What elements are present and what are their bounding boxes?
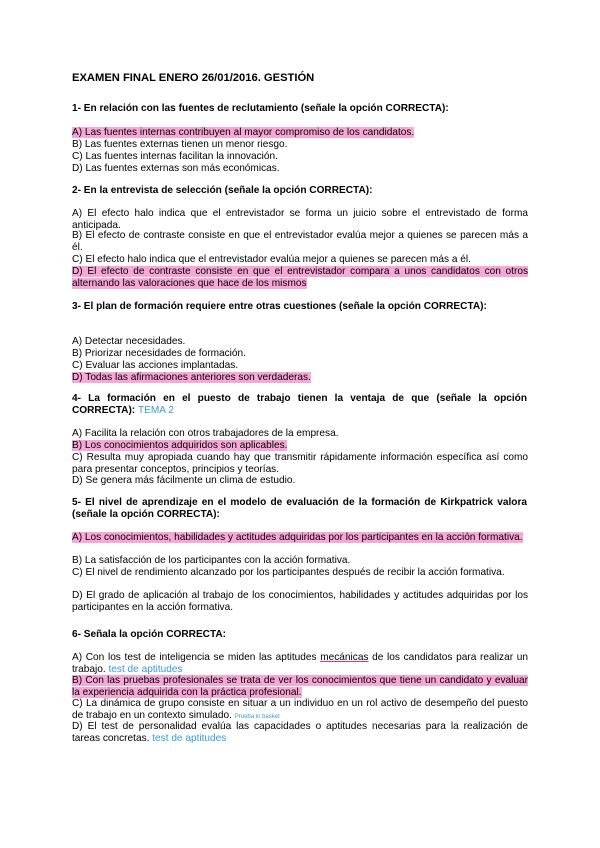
q6-c-annotation: Prueba in basket <box>234 713 280 720</box>
q5-option-b: B) La satisfacción de los participantes con la acción formativa. <box>72 555 351 566</box>
q5-option-c: C) El nivel de rendimiento alcanzado por los participantes después de recibir la acción formativa. <box>72 567 505 578</box>
q6-option-b <box>72 675 528 698</box>
q4-annotation: TEMA 2 <box>137 405 174 416</box>
q6-option-c <box>72 698 528 723</box>
question-1: 1- En relación con las fuentes de reclutamiento (señale la opción CORRECTA): <box>72 103 449 114</box>
q6-answer-b-highlight: B) Con las pruebas profesionales se trata de ver los conocimientos que tiene un candidato y evaluar la experiencia adquirida con la práctica profesional. <box>72 675 528 698</box>
q6-option-a <box>72 652 528 675</box>
q1-option-a <box>72 127 528 139</box>
question-4 <box>72 393 527 417</box>
q1-option-d: D) Las fuentes externas son más económicas. <box>72 163 280 174</box>
q4-option-c: C) Resulta muy apropiada cuando hay que transmitir rápidamente información específica así como para presentar conceptos, principios y teorías. <box>72 452 528 475</box>
exam-title: EXAMEN FINAL ENERO 26/01/2016. GESTIÓN <box>72 72 315 84</box>
q5-answer-a-highlight: A) Los conocimientos, habilidades y actitudes adquiridas por los participantes en la acción formativa. <box>72 532 523 543</box>
q6-a-underlined-word: mecánicas <box>320 652 369 663</box>
q6-a-annotation: test de aptitudes <box>108 663 183 675</box>
question-2: 2- En la entrevista de selección (señale la opción CORRECTA): <box>72 185 373 196</box>
q6-d-text: D) El test de personalidad evalúa las capacidades o aptitudes necesarias para la realización de tareas concretas. <box>72 721 528 744</box>
q2-option-d <box>72 266 528 289</box>
q5-option-a <box>72 532 528 544</box>
q6-d-annotation: test de aptitudes <box>152 732 227 744</box>
q6-option-d <box>72 721 528 744</box>
q3-answer-d-highlight: D) Todas las afirmaciones anteriores son verdaderas. <box>72 372 311 383</box>
q4-option-a: A) Facilita la relación con otros trabajadores de la empresa. <box>72 428 339 439</box>
q2-answer-d-highlight: D) El efecto de contraste consiste en que el entrevistador compara a unos candidatos con otros alternando las valoraciones que hace de los mismos <box>72 266 528 289</box>
question-5: 5- El nivel de aprendizaje en el modelo de evaluación de la formación de Kirkpatrick valora (señale la opción CORRECTA): <box>72 497 527 520</box>
question-6: 6- Señala la opción CORRECTA: <box>72 629 227 640</box>
q2-option-b: B) El efecto de contraste consiste en que el entrevistador evalúa mejor a quienes se parecen más a él. <box>72 230 528 253</box>
q1-answer-a-highlight: A) Las fuentes internas contribuyen al mayor compromiso de los candidatos. <box>72 127 415 138</box>
q6-c-text: C) La dinámica de grupo consiste en situar a un individuo en un rol activo de desempeño del puesto de trabajo en un contexto simulado. <box>72 698 528 721</box>
q3-option-a: A) Detectar necesidades. <box>72 336 186 347</box>
question-4-text: 4- La formación en el puesto de trabajo tienen la ventaja de que (señale la opción CORRECTA): <box>72 393 527 416</box>
q6-a-text-end: de los candidatos para realizar un trabajo. <box>72 652 528 675</box>
q2-option-a: A) El efecto halo indica que el entrevistador se forma un juicio sobre el entrevistado de forma anticipada. <box>72 208 528 231</box>
q3-option-c: C) Evaluar las acciones implantadas. <box>72 360 239 371</box>
q4-answer-b-highlight: B) Los conocimientos adquiridos son aplicables. <box>72 440 288 451</box>
q4-option-b <box>72 440 528 452</box>
q3-option-b: B) Priorizar necesidades de formación. <box>72 348 246 359</box>
q1-option-c: C) Las fuentes internas facilitan la innovación. <box>72 151 278 162</box>
q4-option-d: D) Se genera más fácilmente un clima de estudio. <box>72 475 296 486</box>
q2-option-c: C) El efecto halo indica que el entrevistador evalúa mejor a quienes se parecen más a él. <box>72 254 471 265</box>
q6-a-text-start: A) Con los test de inteligencia se miden las aptitudes <box>72 652 321 663</box>
question-3: 3- El plan de formación requiere entre otras cuestiones (señale la opción CORRECTA): <box>72 301 487 312</box>
q5-option-d: D) El grado de aplicación al trabajo de los conocimientos, habilidades y actitudes adquiridas por los participantes en la acción formativa. <box>72 590 528 613</box>
q1-option-b: B) Las fuentes externas tienen un menor riesgo. <box>72 139 288 150</box>
q3-option-d <box>72 372 528 384</box>
